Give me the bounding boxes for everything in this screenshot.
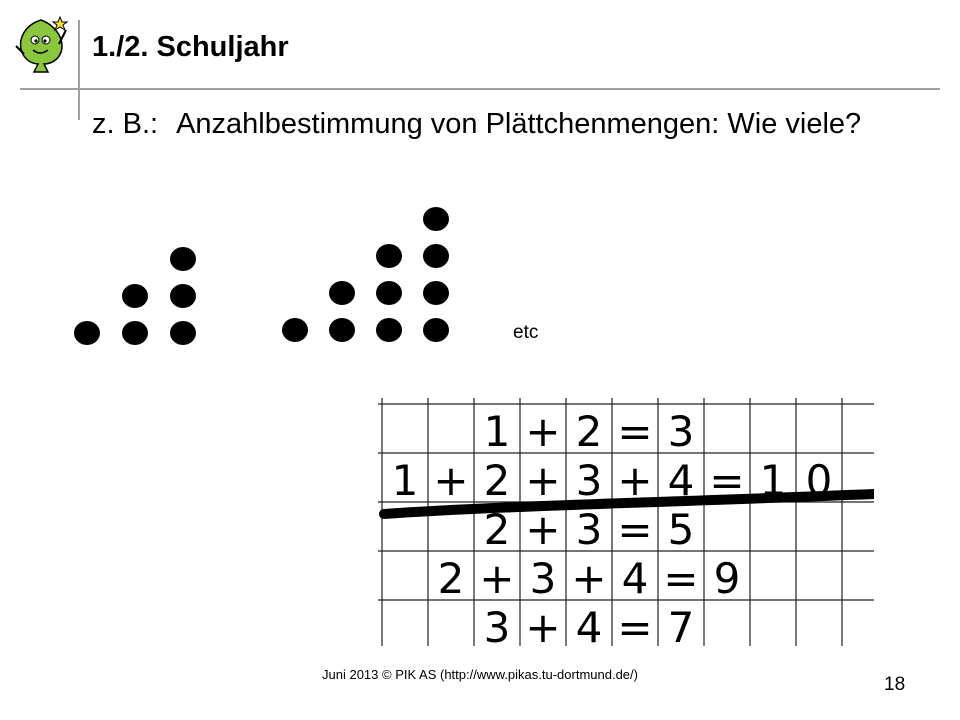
page-subtitle (92, 108, 861, 141)
counter-dot (122, 321, 148, 345)
page-title: 1./2. Schuljahr (92, 31, 289, 63)
svg-text:=: = (617, 505, 653, 554)
counter-dot (282, 318, 308, 342)
svg-text:0: 0 (805, 456, 833, 505)
counter-dot (170, 284, 196, 308)
counter-dot (170, 247, 196, 271)
counter-dot (376, 244, 402, 268)
counter-dot (329, 281, 355, 305)
svg-text:2: 2 (483, 505, 511, 554)
svg-text:+: + (433, 456, 469, 505)
counter-dot (329, 318, 355, 342)
svg-text:1: 1 (391, 456, 419, 505)
worksheet-row (484, 407, 695, 456)
svg-text:9: 9 (713, 554, 741, 603)
worksheet-row (438, 554, 741, 603)
pikas-mascot-logo (12, 14, 70, 76)
svg-text:2: 2 (483, 456, 511, 505)
svg-text:3: 3 (575, 456, 603, 505)
svg-text:4: 4 (667, 456, 695, 505)
svg-text:=: = (709, 456, 745, 505)
counter-dot (423, 318, 449, 342)
svg-text:1: 1 (483, 407, 511, 456)
svg-text:4: 4 (575, 603, 603, 646)
svg-text:+: + (525, 456, 561, 505)
svg-text:3: 3 (575, 505, 603, 554)
subtitle-prefix: z. B.: (92, 108, 159, 140)
svg-text:4: 4 (621, 554, 649, 603)
svg-text:=: = (663, 554, 699, 603)
counter-dot (423, 281, 449, 305)
counter-dot (170, 321, 196, 345)
counter-dot (74, 321, 100, 345)
svg-text:=: = (617, 407, 653, 456)
svg-text:+: + (525, 505, 561, 554)
footer-credit: Juni 2013 © PIK AS (http://www.pikas.tu-dortmund.de/) (322, 667, 638, 682)
counter-dot (122, 284, 148, 308)
header-vertical-rule (78, 20, 80, 120)
worksheet-row (484, 505, 695, 554)
svg-text:3: 3 (483, 603, 511, 646)
svg-text:2: 2 (437, 554, 465, 603)
svg-text:3: 3 (529, 554, 557, 603)
dot-staircase-small (72, 240, 232, 350)
counter-dot (423, 207, 449, 231)
svg-text:5: 5 (667, 505, 695, 554)
svg-text:+: + (525, 407, 561, 456)
page-number: 18 (884, 674, 906, 695)
svg-text:3: 3 (667, 407, 695, 456)
svg-text:=: = (617, 603, 653, 646)
worksheet-row (484, 603, 695, 646)
etc-label: etc (513, 322, 539, 343)
counter-dot (376, 318, 402, 342)
svg-text:7: 7 (667, 603, 695, 646)
subtitle-text: Anzahlbestimmung von Plättchenmengen: Wie viele? (176, 108, 862, 140)
svg-text:+: + (479, 554, 515, 603)
header-horizontal-rule (20, 88, 940, 90)
svg-text:2: 2 (575, 407, 603, 456)
handwritten-worksheet (378, 398, 874, 651)
svg-text:+: + (571, 554, 607, 603)
svg-text:+: + (525, 603, 561, 646)
svg-text:+: + (617, 456, 653, 505)
svg-text:1: 1 (759, 456, 787, 505)
dot-staircase-large (280, 172, 460, 347)
counter-dot (376, 281, 402, 305)
counter-dot (423, 244, 449, 268)
